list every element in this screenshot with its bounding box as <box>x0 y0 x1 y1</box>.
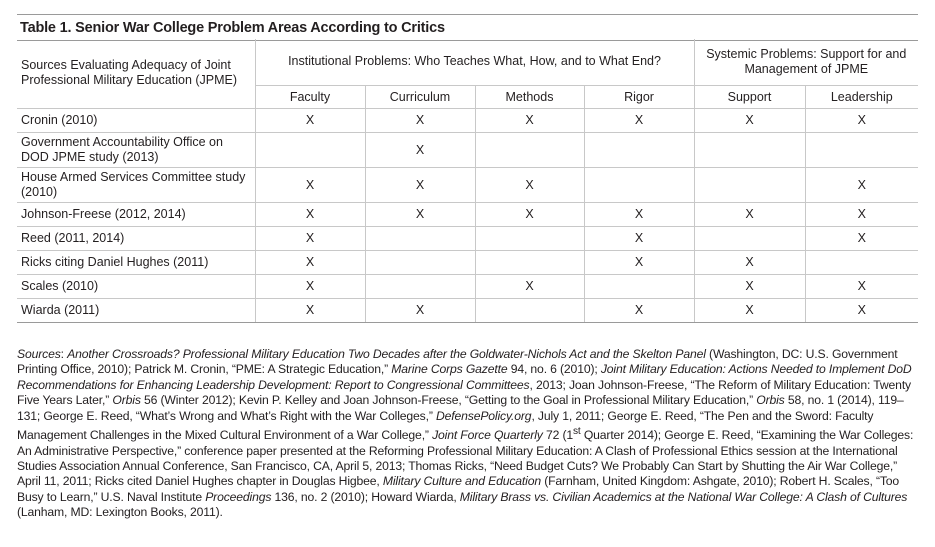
institutional-problems-header: Institutional Problems: Who Teaches What, How, and to What End? <box>255 39 694 85</box>
mark-cell-leadership: X <box>805 167 918 202</box>
table-row <box>17 226 918 250</box>
mark-cell-leadership: X <box>805 274 918 298</box>
source-cell: Government Accountability Office on DOD JPME study (2013) <box>17 132 255 167</box>
mark-cell-leadership <box>805 250 918 274</box>
note-title: Orbis <box>756 393 785 408</box>
note-text: (Washington, DC: U.S. Government Printing Office, 2010); Patrick M. Cronin, “PME: A Strategic Education,” <box>17 347 898 377</box>
table-row <box>17 274 918 298</box>
note-text: 136, no. 2 (2010); Howard Wiarda, <box>271 489 460 504</box>
note-text: , 2013; Joan Johnson-Freese, “The Reform of Military Education: Twenty Five Years Later,” <box>17 377 911 408</box>
mark-cell-rigor: X <box>584 108 694 132</box>
mark-cell-faculty: X <box>255 108 365 132</box>
column-header-curriculum: Curriculum <box>365 85 475 108</box>
header-row-groups <box>17 39 918 85</box>
note-title: Orbis <box>112 393 141 408</box>
note-title: Joint Force Quarterly <box>432 428 543 443</box>
table-row <box>17 167 918 202</box>
column-header-leadership: Leadership <box>805 85 918 108</box>
source-cell: Cronin (2010) <box>17 108 255 132</box>
note-text: 56 (Winter 2012); Kevin P. Kelley and Joan Johnson-Freese, “Getting to the Goal in Professional Military Education,” <box>140 393 757 408</box>
source-cell: Ricks citing Daniel Hughes (2011) <box>17 250 255 274</box>
note-title: Military Brass vs. Civilian Academics at the National War College: A Clash of Cultures <box>459 489 908 504</box>
note-superscript: st <box>572 426 581 438</box>
mark-cell-faculty: X <box>255 202 365 226</box>
note-text: 72 (1 <box>542 428 573 443</box>
mark-cell-rigor <box>584 274 694 298</box>
column-header-methods: Methods <box>475 85 584 108</box>
mark-cell-curriculum <box>365 226 475 250</box>
note-title: Proceedings <box>205 489 272 504</box>
note-text: 94, no. 6 (2010); <box>507 362 601 377</box>
mark-cell-curriculum: X <box>365 167 475 202</box>
source-cell: Wiarda (2011) <box>17 298 255 322</box>
table-row <box>17 108 918 132</box>
critics-table <box>17 39 918 323</box>
note-label: Sources <box>17 347 61 361</box>
mark-cell-methods: X <box>475 274 584 298</box>
systemic-problems-header: Systemic Problems: Support for and Management of JPME <box>694 39 918 85</box>
mark-cell-methods: X <box>475 167 584 202</box>
mark-cell-leadership: X <box>805 202 918 226</box>
mark-cell-faculty: X <box>255 226 365 250</box>
table-row <box>17 250 918 274</box>
note-title: Marine Corps Gazette <box>391 362 508 377</box>
mark-cell-rigor: X <box>584 202 694 226</box>
mark-cell-support: X <box>694 250 805 274</box>
mark-cell-rigor <box>584 167 694 202</box>
sources-note <box>17 347 922 521</box>
table-title-bar <box>17 14 918 41</box>
note-text: 58, no. 1 (2014), 119–131; George E. Reed, “What’s Wrong and What’s Right with the War Colleges,” <box>17 393 904 423</box>
table-title: Table 1. Senior War College Problem Areas According to Critics <box>20 19 445 36</box>
mark-cell-curriculum: X <box>365 202 475 226</box>
note-title: Joint Military Education: Actions Needed to Implement DoD Recommendations for Enhancing Leadership Development: Report to Congressional Committees <box>17 362 912 392</box>
mark-cell-support: X <box>694 274 805 298</box>
note-text: (Farnham, United Kingdom: Ashgate, 2010); Robert H. Scales, “Too Busy to Learn,” U.S. Naval Institute <box>17 474 900 504</box>
source-cell: House Armed Services Committee study (2010) <box>17 167 255 202</box>
mark-cell-leadership: X <box>805 226 918 250</box>
mark-cell-curriculum <box>365 250 475 274</box>
table-row <box>17 132 918 167</box>
mark-cell-faculty: X <box>255 250 365 274</box>
mark-cell-rigor: X <box>584 298 694 322</box>
mark-cell-rigor <box>584 132 694 167</box>
mark-cell-faculty: X <box>255 274 365 298</box>
mark-cell-methods: X <box>475 202 584 226</box>
mark-cell-faculty: X <box>255 298 365 322</box>
note-text: Quarter 2014); George E. Reed, “Examining the War Colleges: An Administrative Perspective,” conference paper presented at the Reforming Professional Military Education: A Clash of Professional Ethics session at the International Studies Association Annual Conference, San Francisco, CA, April 5, 2013; Thomas Ricks, “Need Budget Cuts? We Probably Can Start by Shutting the Air War College,” April 11, 2011; Ricks cited Daniel Hughes chapter in Douglas Higbee, <box>17 428 914 489</box>
note-text: (Lanham, MD: Lexington Books, 2011). <box>17 505 223 520</box>
column-header-faculty: Faculty <box>255 85 365 108</box>
column-header-rigor: Rigor <box>584 85 694 108</box>
source-cell: Scales (2010) <box>17 274 255 298</box>
mark-cell-curriculum: X <box>365 108 475 132</box>
column-header-support: Support <box>694 85 805 108</box>
mark-cell-support <box>694 226 805 250</box>
mark-cell-curriculum: X <box>365 298 475 322</box>
mark-cell-methods <box>475 250 584 274</box>
mark-cell-support: X <box>694 202 805 226</box>
source-cell: Reed (2011, 2014) <box>17 226 255 250</box>
mark-cell-rigor: X <box>584 226 694 250</box>
mark-cell-support: X <box>694 298 805 322</box>
mark-cell-support: X <box>694 108 805 132</box>
mark-cell-support <box>694 167 805 202</box>
mark-cell-methods: X <box>475 108 584 132</box>
mark-cell-rigor: X <box>584 250 694 274</box>
mark-cell-methods <box>475 132 584 167</box>
mark-cell-leadership <box>805 132 918 167</box>
sources-header: Sources Evaluating Adequacy of Joint Professional Military Education (JPME) <box>17 39 255 108</box>
table-body <box>17 108 918 322</box>
table-row <box>17 202 918 226</box>
mark-cell-curriculum: X <box>365 132 475 167</box>
mark-cell-leadership: X <box>805 108 918 132</box>
mark-cell-faculty <box>255 132 365 167</box>
table-row <box>17 298 918 322</box>
mark-cell-curriculum <box>365 274 475 298</box>
note-title: DefensePolicy.org <box>435 408 532 423</box>
source-cell: Johnson-Freese (2012, 2014) <box>17 202 255 226</box>
note-text: : <box>60 347 68 361</box>
mark-cell-methods <box>475 298 584 322</box>
note-title: Another Crossroads? Professional Military Education Two Decades after the Goldwater-Nichols Act and the Skelton Panel <box>67 347 706 361</box>
mark-cell-support <box>694 132 805 167</box>
mark-cell-leadership: X <box>805 298 918 322</box>
note-title: Military Culture and Education <box>382 474 541 489</box>
note-text: , July 1, 2011; George E. Reed, “The Pen and the Sword: Faculty Management Challenges in the Mixed Cultural Environment of a War College,” <box>17 408 874 443</box>
mark-cell-methods <box>475 226 584 250</box>
mark-cell-faculty: X <box>255 167 365 202</box>
